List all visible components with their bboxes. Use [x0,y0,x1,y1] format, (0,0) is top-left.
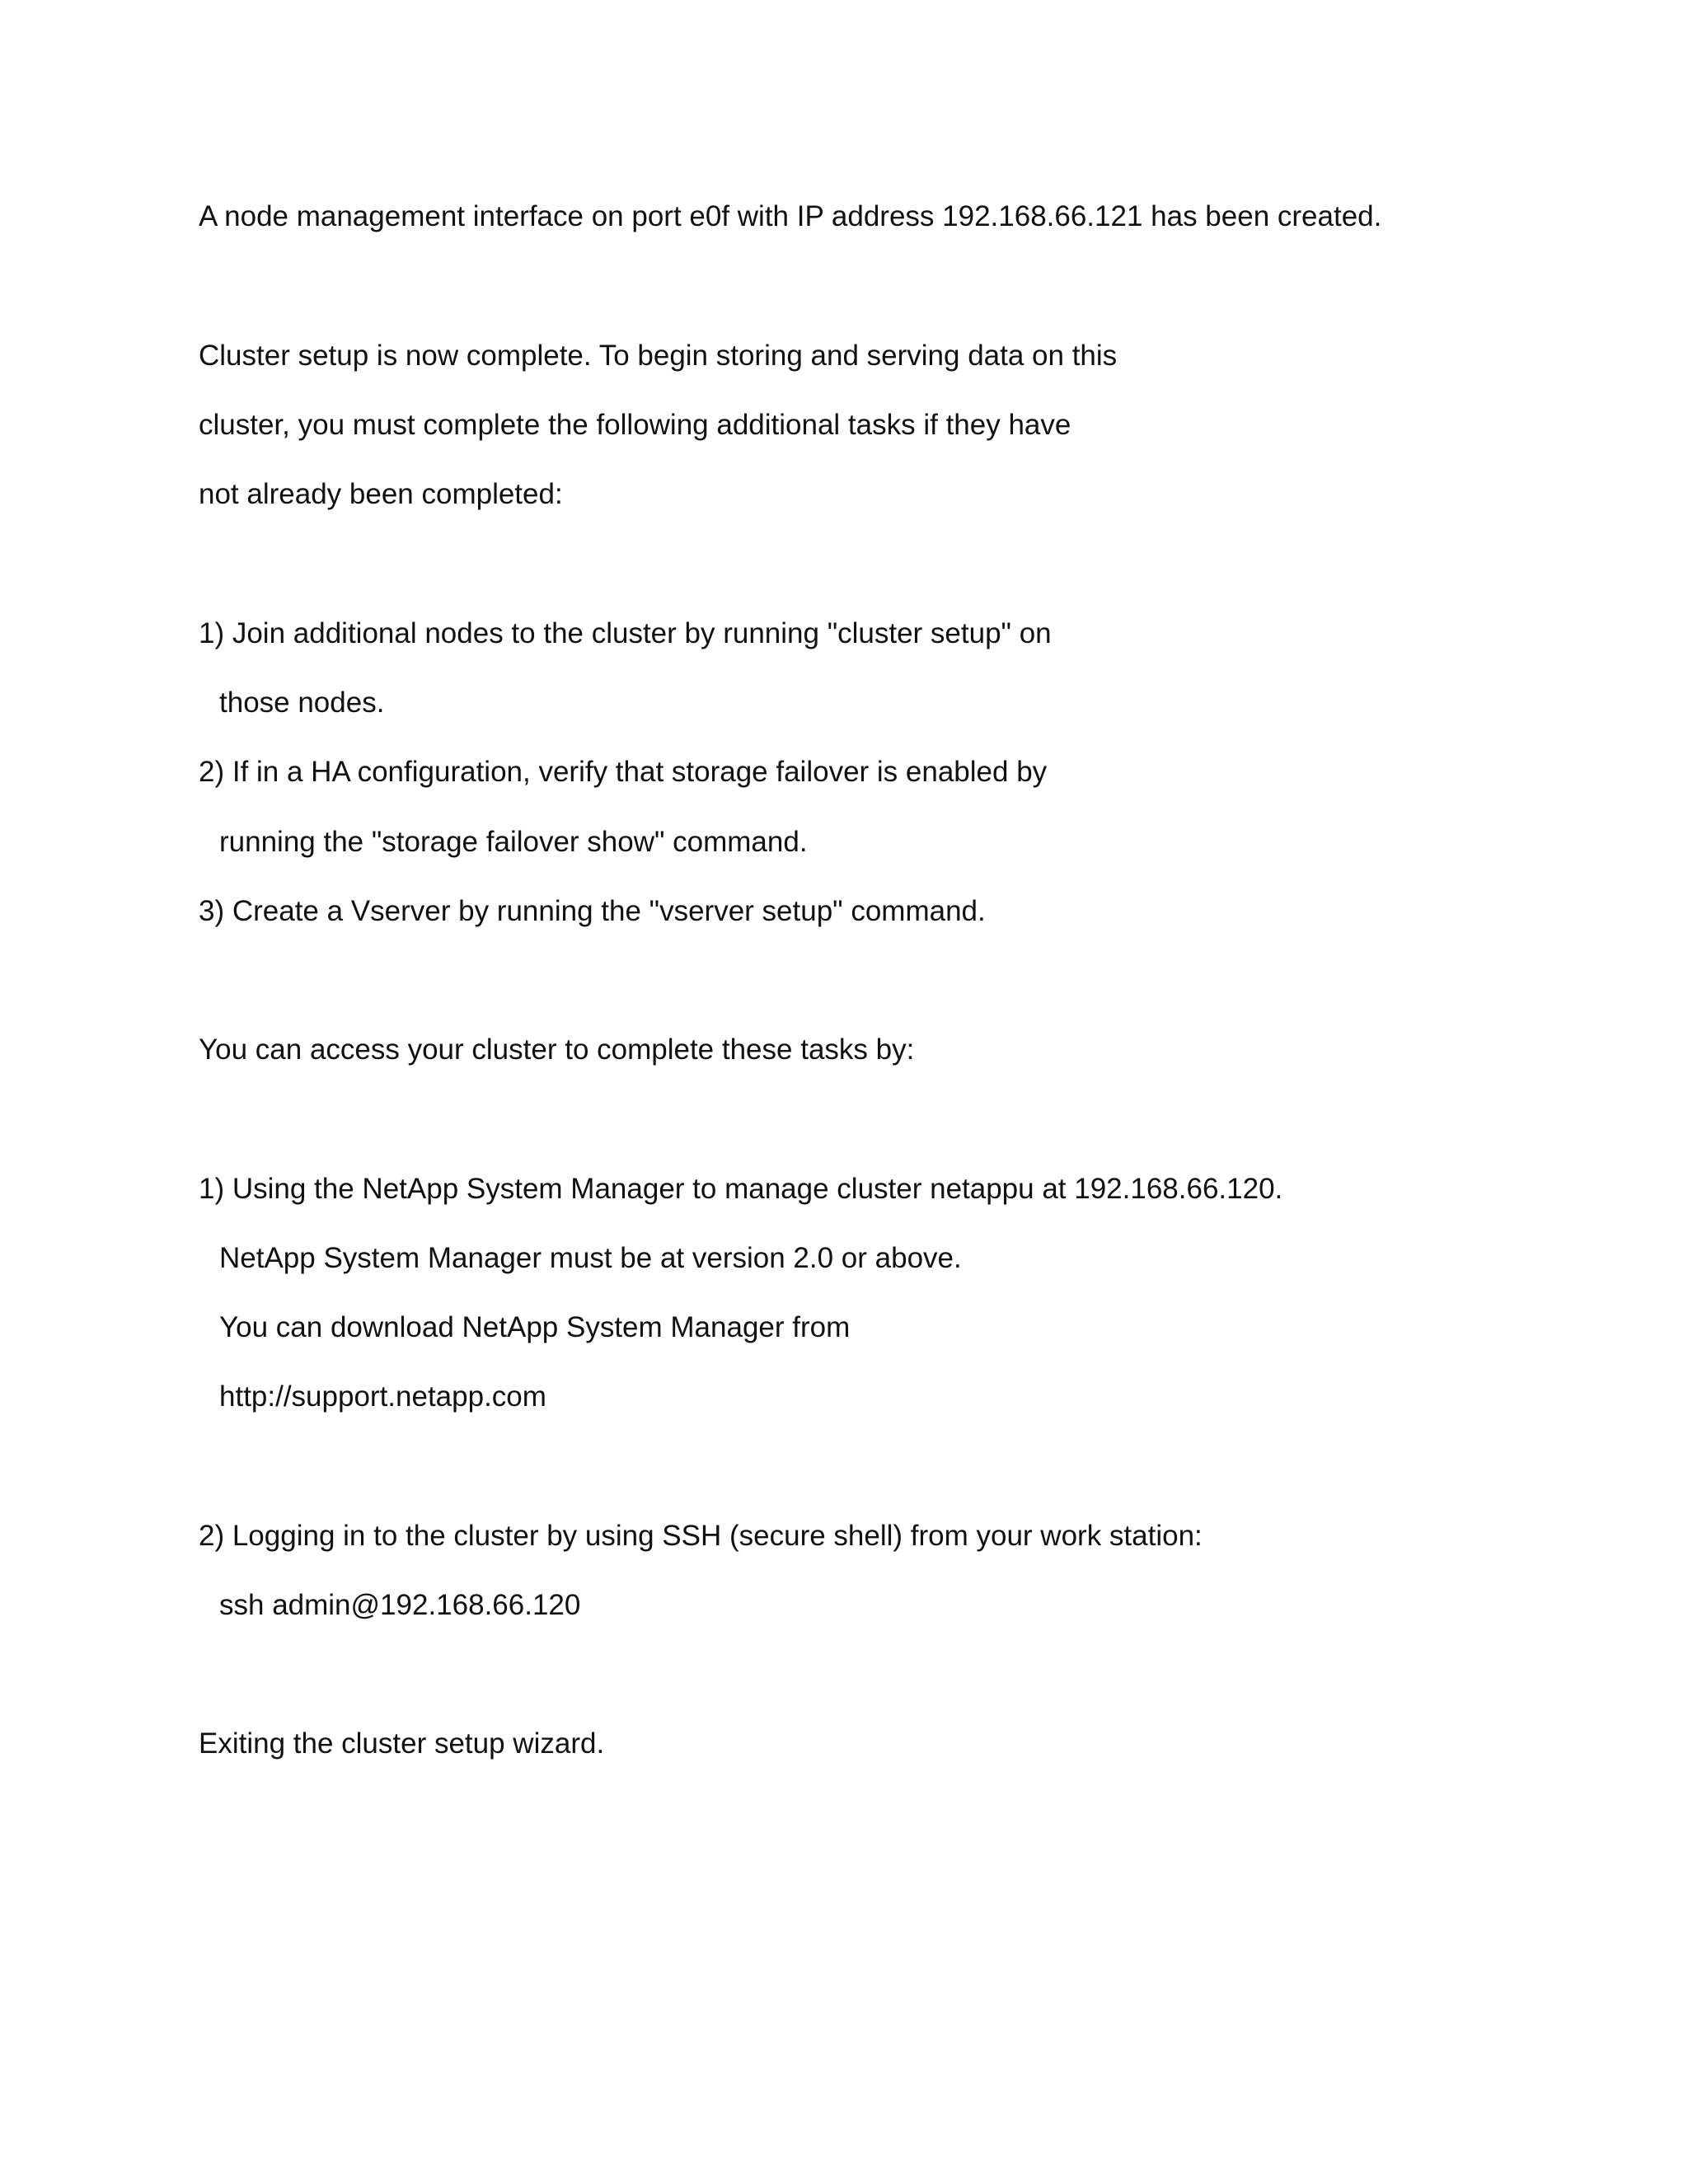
access-1-line-3: You can download NetApp System Manager from [219,1311,851,1343]
setup-complete-line-1: Cluster setup is now complete. To begin storing and serving data on this [199,340,1118,372]
node-interface-message: A node management interface on port e0f with IP address 192.168.66.121 has been created. [199,200,1382,232]
access-intro: You can access your cluster to complete these tasks by: [199,1033,915,1066]
exit-message: Exiting the cluster setup wizard. [199,1727,605,1760]
access-2-line-1: 2) Logging in to the cluster by using SSH (secure shell) from your work station: [199,1520,1203,1552]
access-1-line-1: 1) Using the NetApp System Manager to manage cluster netappu at 192.168.66.120. [199,1173,1283,1205]
support-url: http://support.netapp.com [219,1380,546,1413]
task-1-line-1: 1) Join additional nodes to the cluster by running "cluster setup" on [199,617,1052,649]
access-1-line-2: NetApp System Manager must be at version 2.0 or above. [219,1242,962,1274]
task-2-line-2: running the "storage failover show" command. [219,826,808,858]
setup-complete-line-2: cluster, you must complete the following additional tasks if they have [199,409,1071,441]
task-2-line-1: 2) If in a HA configuration, verify that storage failover is enabled by [199,756,1048,788]
task-1-line-2: those nodes. [219,687,385,719]
ssh-command: ssh admin@192.168.66.120 [219,1589,581,1621]
setup-complete-line-3: not already been completed: [199,478,563,510]
task-3-line: 3) Create a Vserver by running the "vserver setup" command. [199,895,986,927]
